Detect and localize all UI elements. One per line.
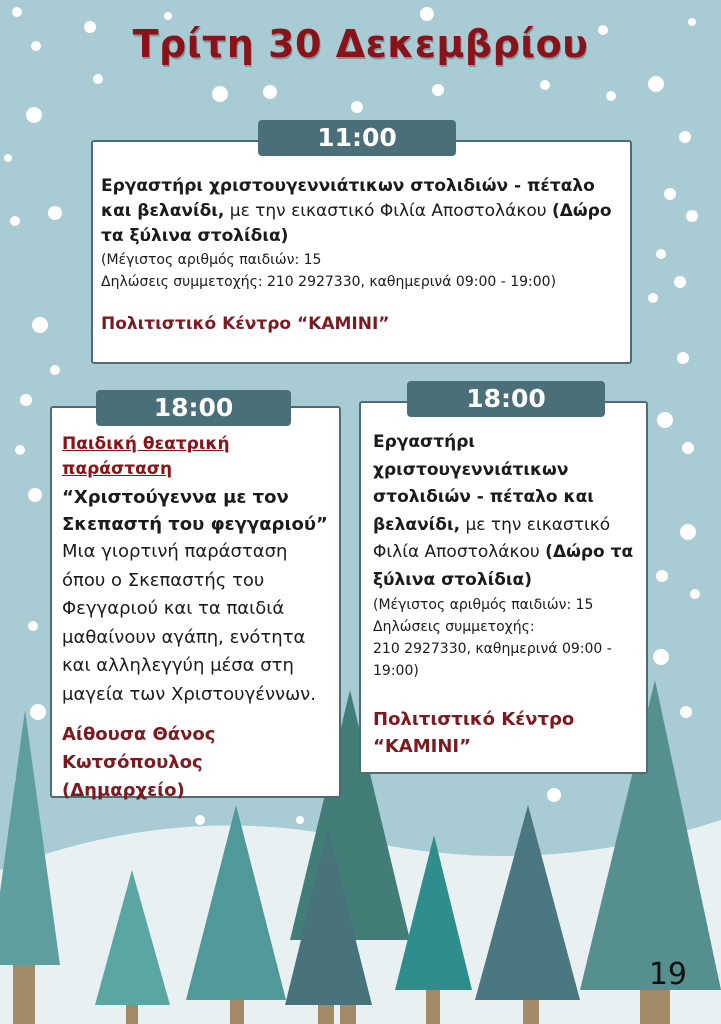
event-venue: Πολιτιστικό Κέντρο “ΚΑΜΙΝΙ”	[101, 314, 390, 334]
instructor-text: με την εικαστικό Φιλία Αποστολάκου	[373, 514, 611, 562]
gift-note: (Δώρο τα ξύλινα στολίδια)	[101, 201, 612, 246]
max-children: (Μέγιστος αριθμός παιδιών: 15	[373, 597, 594, 613]
event-description	[373, 429, 638, 594]
event-description	[101, 174, 620, 249]
event-venue: Αίθουσα Θάνος Κωτσόπουλος (Δημαρχείο)	[62, 724, 216, 801]
page-number: 19	[648, 957, 687, 992]
event-time-badge: 18:00	[407, 381, 605, 417]
event-time-badge: 11:00	[258, 120, 456, 156]
event-card-workshop	[359, 401, 648, 774]
show-title: “Χριστούγεννα με τον Σκεπαστή του φεγγαριού”	[62, 487, 328, 535]
gift-note: (Δώρο τα ξύλινα στολίδια)	[373, 542, 634, 590]
show-description: Μια γιορτινή παράσταση όπου ο Σκεπαστής του Φεγγαριού και τα παιδιά μαθαίνουν αγάπη, ενότητα και αλληλεγγύη μέσα στη μαγεία των Χριστουγέννων.	[62, 541, 316, 705]
event-time-badge: 18:00	[96, 390, 291, 426]
workshop-title: Εργαστήρι χριστουγεννιάτικων στολιδιών - πέταλο και βελανίδι,	[101, 176, 595, 221]
instructor-text: με την εικαστικό Φιλία Αποστολάκου	[224, 201, 552, 221]
event-category-link[interactable]: Παιδική θεατρική παράσταση	[62, 434, 230, 479]
max-children: (Μέγιστος αριθμός παιδιών: 15	[101, 252, 322, 268]
event-venue: Πολιτιστικό Κέντρο “ΚΑΜΙΝΙ”	[373, 709, 575, 757]
page-title: Τρίτη 30 Δεκεμβρίου	[132, 22, 589, 66]
event-card-morning	[91, 140, 632, 364]
registrations-detail: 210 2927330, καθημερινά 09:00 - 19:00)	[373, 641, 612, 679]
workshop-title: Εργαστήρι χριστουγεννιάτικων στολιδιών - πέταλο και βελανίδι,	[373, 432, 594, 535]
event-card-theatre	[50, 406, 341, 801]
registrations: Δηλώσεις συμμετοχής: 210 2927330, καθημερινά 09:00 - 19:00)	[101, 274, 557, 290]
registrations-label: Δηλώσεις συμμετοχής:	[373, 619, 535, 635]
